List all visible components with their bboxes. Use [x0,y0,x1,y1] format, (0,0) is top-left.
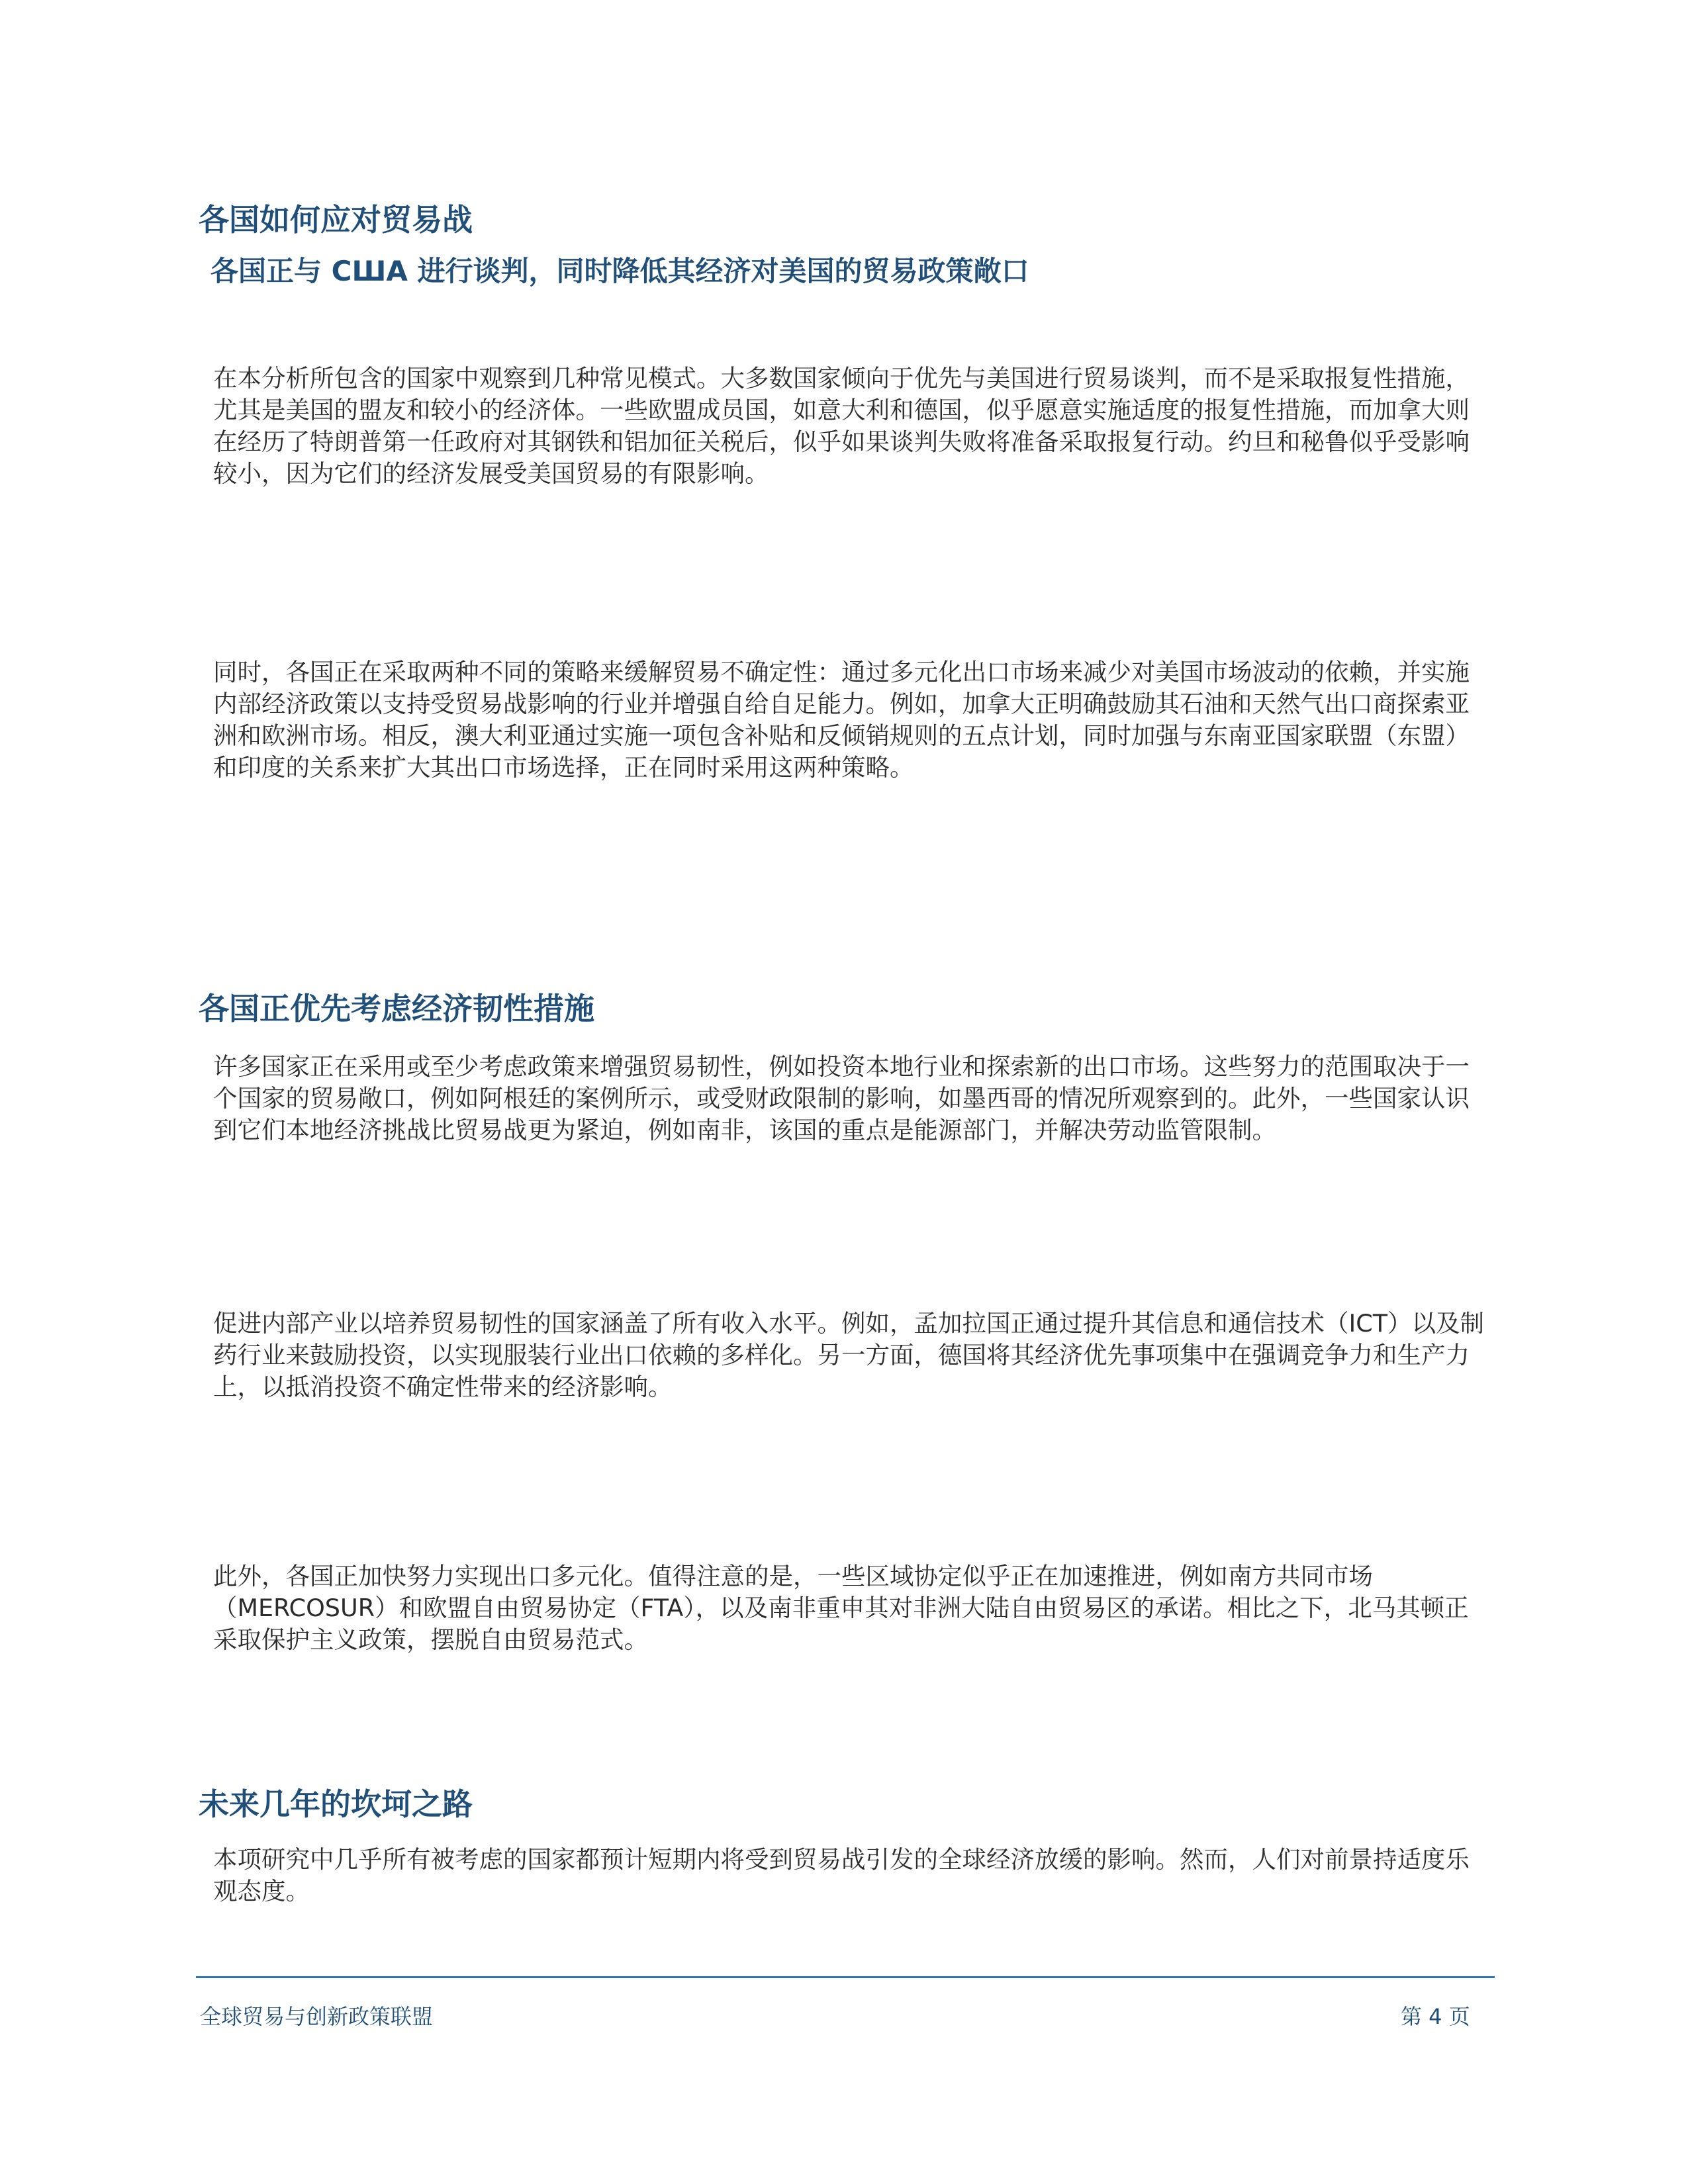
paragraph-common-patterns: 在本分析所包含的国家中观察到几种常见模式。大多数国家倾向于优先与美国进行贸易谈判，而不是采取报复性措施，尤其是美国的盟友和较小的经济体。一些欧盟成员国，如意大利和德国，似乎愿意实施适度的报复性措施，而加拿大则在经历了特朗普第一任政府对其钢铁和铝加征关税后，似乎如果谈判失败将准备采取报复行动。约旦和秘鲁似乎受影响较小，因为它们的经济发展受美国贸易的有限影响。 [213,364,1470,488]
section-heading-resilience: 各国正优先考虑经济韧性措施 [199,991,594,1026]
footer-organization: 全球贸易与创新政策联盟 [200,2004,434,2029]
paragraph-export-diversification: 此外，各国正加快努力实现出口多元化。值得注意的是，一些区域协定似乎正在加速推进，例如南方共同市场（MERCOSUR）和欧盟自由贸易协定（FTA），以及南非重申其对非洲大陆自由贸易区的承诺。相比之下，北马其顿正采取保护主义政策，摆脱自由贸易范式。 [213,1562,1469,1654]
section-heading-bumpy-road: 未来几年的坎坷之路 [199,1786,473,1822]
footer-divider [196,1976,1495,1978]
paragraph-resilience-policies: 许多国家正在采用或至少考虑政策来增强贸易韧性，例如投资本地行业和探索新的出口市场。这些努力的范围取决于一个国家的贸易敞口，例如阿根廷的案例所示，或受财政限制的影响，如墨西哥的情况所观察到的。此外，一些国家认识到它们本地经济挑战比贸易战更为紧迫，例如南非，该国的重点是能源部门，并解决劳动监管限制。 [213,1052,1470,1144]
paragraph-two-strategies: 同时，各国正在采取两种不同的策略来缓解贸易不确定性：通过多元化出口市场来减少对美国市场波动的依赖，并实施内部经济政策以支持受贸易战影响的行业并增强自给自足能力。例如，加拿大正明确鼓励其石油和天然气出口商探索亚洲和欧洲市场。相反，澳大利亚通过实施一项包含补贴和反倾销规则的五点计划，同时加强与东南亚国家联盟（东盟）和印度的关系来扩大其出口市场选择，正在同时采用这两种策略。 [213,658,1470,782]
section-subheading-negotiations: 各国正与 CШA 进行谈判，同时降低其经济对美国的贸易政策敞口 [211,255,1029,287]
footer-page-number: 第 4 页 [1401,2004,1470,2029]
section-heading-trade-war-response: 各国如何应对贸易战 [199,202,473,238]
paragraph-outlook: 本项研究中几乎所有被考虑的国家都预计短期内将受到贸易战引发的全球经济放缓的影响。然而，人们对前景持适度乐观态度。 [213,1845,1470,1905]
paragraph-internal-industries: 促进内部产业以培养贸易韧性的国家涵盖了所有收入水平。例如，孟加拉国正通过提升其信息和通信技术（ICT）以及制药行业来鼓励投资，以实现服装行业出口依赖的多样化。另一方面，德国将其经济优先事项集中在强调竞争力和生产力上，以抵消投资不确定性带来的经济影响。 [213,1309,1485,1401]
